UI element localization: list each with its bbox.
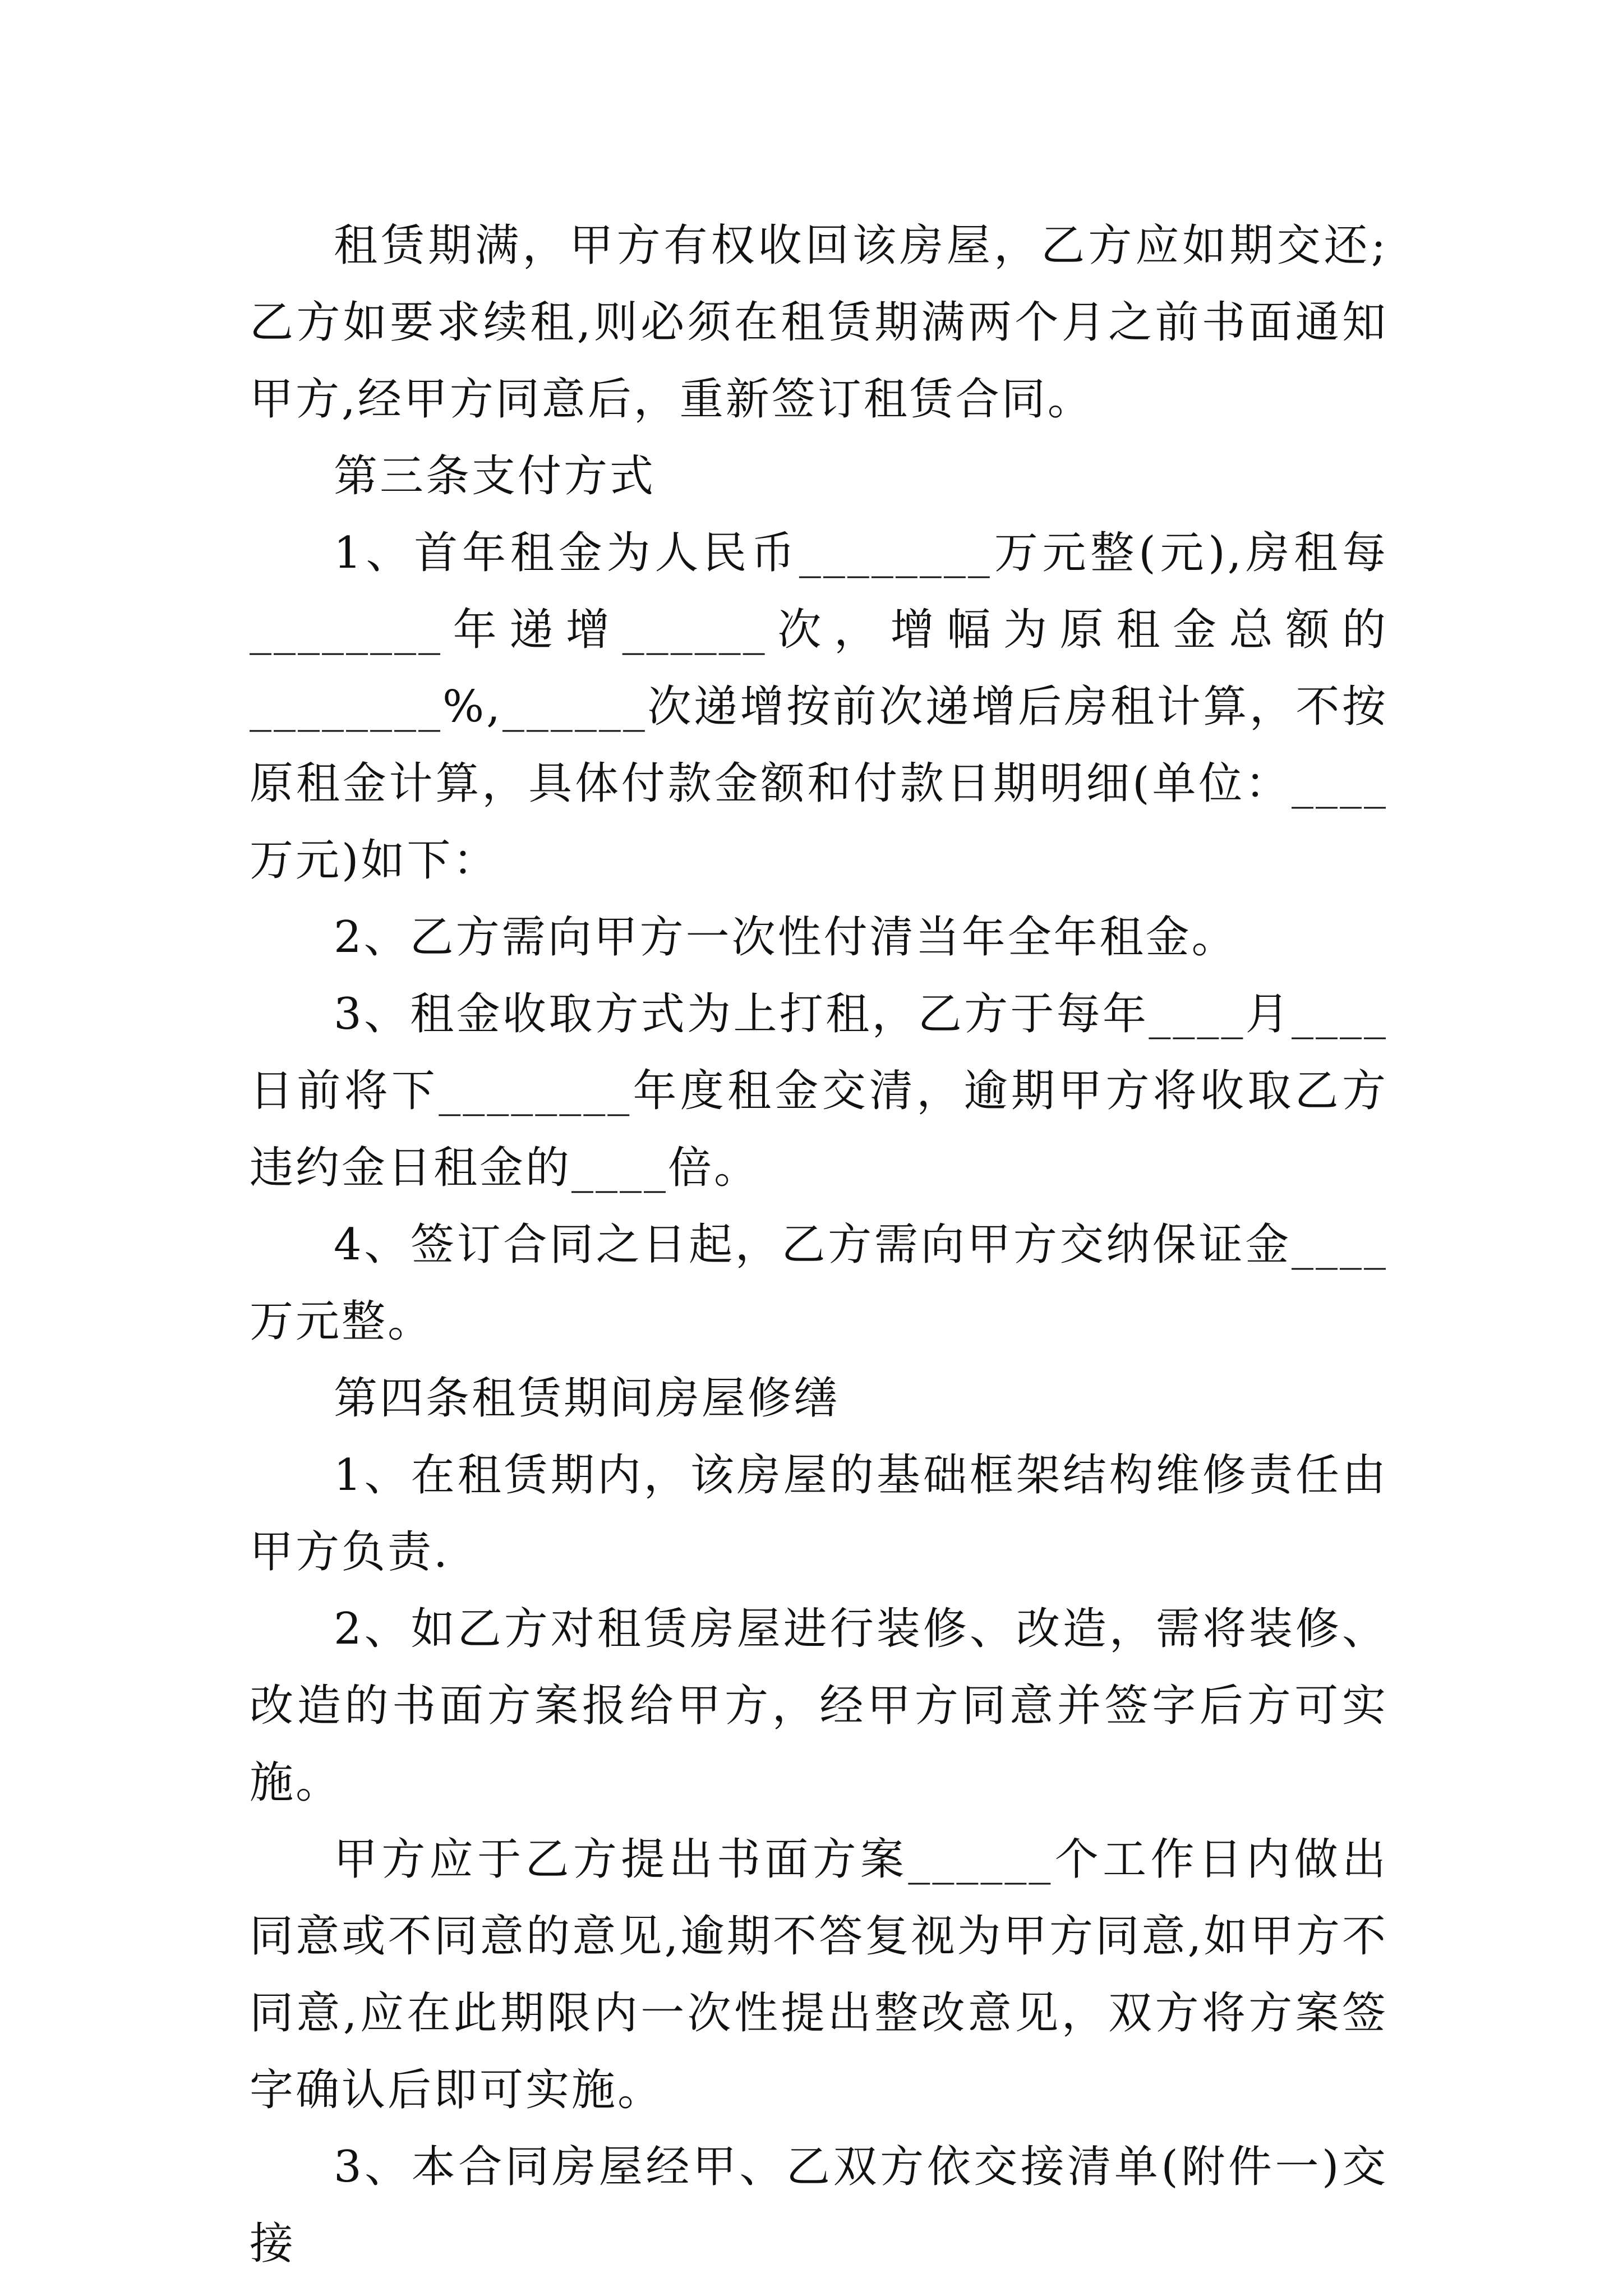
paragraph-repairs-1: 1、在租赁期内，该房屋的基础框架结构维修责任由甲方负责. bbox=[250, 1450, 1388, 1577]
paragraph-payment-4: 4、签订合同之日起，乙方需向甲方交纳保证金____万元整。 bbox=[250, 1220, 1388, 1347]
heading-article-4-repairs: 第四条租赁期间房屋修缮 bbox=[334, 1373, 840, 1424]
paragraph-repairs-2: 2、如乙方对租赁房屋进行装修、改造，需将装修、改造的书面方案报给甲方，经甲方同意并签字后方可实施。 bbox=[250, 1604, 1388, 1808]
heading-article-3-payment: 第三条支付方式 bbox=[334, 451, 656, 501]
paragraph-payment-2: 2、乙方需向甲方一次性付清当年全年租金。 bbox=[334, 912, 1238, 963]
paragraph-lease-expiry: 租赁期满，甲方有权收回该房屋，乙方应如期交还;乙方如要求续租,则必须在租赁期满两个月之前书面通知甲方,经甲方同意后，重新签订租赁合同。 bbox=[250, 220, 1388, 425]
paragraph-payment-3: 3、租金收取方式为上打租，乙方于每年____月____日前将下________年度租金交清，逾期甲方将收取乙方违约金日租金的____倍。 bbox=[250, 989, 1388, 1193]
paragraph-payment-1: 1、首年租金为人民币________万元整(元),房租每________年递增______次，增幅为原租金总额的________%,______次递增按前次递增后房租计算，不按原租金计算，具体付款金额和付款日期明细(单位：____万元)如下： bbox=[250, 528, 1388, 886]
document-body bbox=[250, 208, 1388, 2283]
paragraph-repairs-3: 3、本合同房屋经甲、乙双方依交接清单(附件一)交接 bbox=[250, 2142, 1388, 2269]
paragraph-repairs-approval: 甲方应于乙方提出书面方案______个工作日内做出同意或不同意的意见,逾期不答复视为甲方同意,如甲方不同意,应在此期限内一次性提出整改意见，双方将方案签字确认后即可实施。 bbox=[250, 1834, 1388, 2115]
